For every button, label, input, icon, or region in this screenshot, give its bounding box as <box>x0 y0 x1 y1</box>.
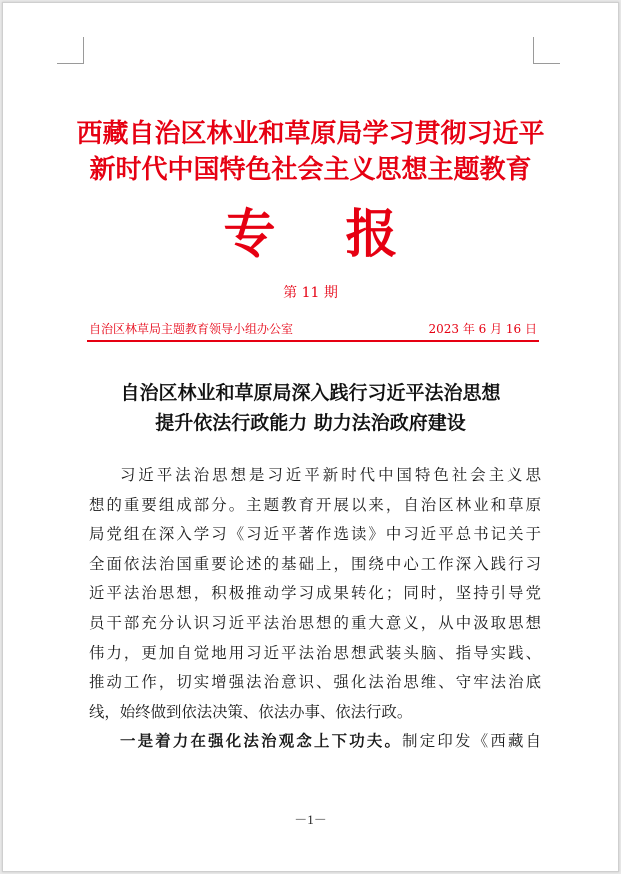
issue-number: 第 11 期 <box>283 285 338 301</box>
body-line: 推动工作，切实增强法治意识、强化法治思维、守牢法治底 <box>89 673 541 692</box>
page-number: －1－ <box>294 812 327 827</box>
document-page <box>2 2 619 872</box>
red-separator-line <box>87 340 539 342</box>
article-body <box>89 461 541 757</box>
paragraph-2-lead: 一是着力在强化法治观念上下功夫。 <box>120 732 403 751</box>
bulletin-heading <box>3 199 618 271</box>
body-line: 近平法治思想，积极推动学习成果转化；同时，坚持引导党 <box>89 584 541 603</box>
masthead-line-2: 新时代中国特色社会主义思想主题教育 <box>89 155 532 185</box>
bulletin-heading-char-2: 报 <box>345 204 398 265</box>
issuing-office: 自治区林草局主题教育领导小组办公室 <box>89 322 294 336</box>
body-line: 全面依法治国重要论述的基础上，围绕中心工作深入践行习 <box>89 554 541 573</box>
masthead-line-1: 西藏自治区林业和草原局学习贯彻习近平 <box>76 119 545 149</box>
body-line: 习近平法治思想是习近平新时代中国特色社会主义思 <box>120 466 541 484</box>
article-title-line-2: 提升依法行政能力 助力法治政府建设 <box>155 412 466 434</box>
article-title-line-1: 自治区林业和草原局深入践行习近平法治思想 <box>120 382 501 404</box>
issue-date: 2023 年 6 月 16 日 <box>428 322 537 336</box>
body-line: 局党组在深入学习《习近平著作选读》中习近平总书记关于 <box>89 525 541 544</box>
bulletin-heading-char-1: 专 <box>223 204 276 265</box>
body-line: 员干部充分认识习近平法治思想的重大意义，从中汲取思想 <box>89 613 541 632</box>
crop-mark-top-left <box>57 37 84 64</box>
body-paragraph-2-line <box>89 727 541 757</box>
body-line: 伟力，更加自觉地用习近平法治思想武装头脑、指导实践、 <box>89 643 541 662</box>
crop-mark-top-right <box>533 37 560 64</box>
paragraph-2-text: 制定印发《西藏自 <box>402 732 541 751</box>
body-line: 线，始终做到依法决策、依法办事、依法行政。 <box>89 702 413 721</box>
body-line: 想的重要组成部分。主题教育开展以来，自治区林业和草原 <box>89 495 541 514</box>
